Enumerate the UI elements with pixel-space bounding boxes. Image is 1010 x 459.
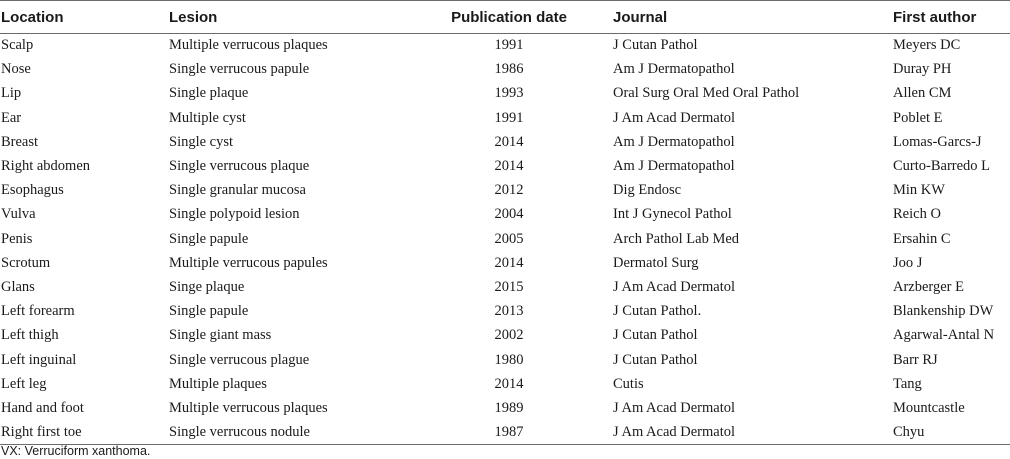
cell-publication-date: 2002 — [494, 327, 524, 344]
table-row — [0, 396, 1010, 420]
cell-publication-date: 2014 — [494, 133, 524, 150]
cell-location: Scalp — [1, 37, 34, 54]
cell-location: Vulva — [1, 206, 36, 223]
cell-lesion: Multiple verrucous plaques — [169, 37, 328, 54]
table-row — [0, 203, 1010, 227]
cell-location: Scrotum — [1, 254, 51, 271]
cell-journal: J Cutan Pathol — [613, 351, 698, 368]
cell-publication-date: 2014 — [494, 254, 524, 271]
cell-journal: Cutis — [613, 375, 644, 392]
cell-journal: J Am Acad Dermatol — [613, 399, 736, 416]
cell-location: Penis — [1, 230, 33, 247]
cell-journal: Am J Dermatopathol — [613, 133, 735, 150]
cell-location: Nose — [1, 61, 31, 78]
cell-lesion: Single giant mass — [169, 327, 272, 344]
table-row — [0, 324, 1010, 348]
cell-lesion: Single plaque — [169, 85, 249, 102]
cell-location: Hand and foot — [1, 399, 84, 416]
table-row — [0, 130, 1010, 154]
cell-location: Glans — [1, 278, 35, 295]
header-row — [0, 1, 1010, 34]
cell-location: Right first toe — [0, 421, 168, 445]
header-lesion: Lesion — [168, 1, 406, 34]
cell-first-author: Arzberger E — [893, 278, 964, 295]
cell-publication-date: 2012 — [494, 182, 524, 199]
cell-publication-date: 2005 — [494, 230, 524, 247]
cell-lesion: Single verrucous plaque — [169, 158, 310, 175]
cell-first-author: Allen CM — [893, 85, 952, 102]
cell-lesion: Singe plaque — [169, 278, 245, 295]
cell-lesion: Single cyst — [169, 133, 234, 150]
cell-first-author: Barr RJ — [893, 351, 938, 368]
cell-first-author: Curto-Barredo L — [893, 158, 991, 175]
cell-first-author: Blankenship DW — [893, 303, 994, 320]
cell-first-author: Duray PH — [893, 61, 952, 78]
cell-first-author: Reich O — [893, 206, 941, 223]
cell-first-author: Ersahin C — [893, 230, 951, 247]
table-header — [0, 1, 1010, 34]
cell-journal: Am J Dermatopathol — [613, 61, 735, 78]
cell-publication-date: 1993 — [494, 85, 524, 102]
table-row — [0, 227, 1010, 251]
cell-first-author: Chyu — [892, 421, 1010, 445]
table-row — [0, 421, 1010, 445]
cell-publication-date: 2004 — [494, 206, 524, 223]
cell-lesion: Single polypoid lesion — [169, 206, 300, 223]
table-row — [0, 154, 1010, 178]
table-row — [0, 275, 1010, 299]
cell-journal: J Am Acad Dermatol — [613, 278, 736, 295]
cell-journal: Arch Pathol Lab Med — [613, 230, 740, 247]
cell-lesion: Single papule — [169, 303, 249, 320]
cell-lesion: Multiple verrucous papules — [169, 254, 328, 271]
cell-first-author: Tang — [893, 375, 922, 392]
cell-lesion: Multiple cyst — [169, 109, 246, 126]
cell-publication-date: 1980 — [494, 351, 524, 368]
table-row — [0, 179, 1010, 203]
header-journal: Journal — [612, 1, 892, 34]
cell-lesion: Single verrucous nodule — [168, 421, 406, 445]
header-location: Location — [0, 1, 168, 34]
table-row — [0, 34, 1010, 58]
table-row — [0, 300, 1010, 324]
cell-location: Left leg — [1, 375, 47, 392]
cell-first-author: Lomas-Garcs-J — [893, 133, 982, 150]
cell-lesion: Multiple verrucous plaques — [169, 399, 328, 416]
table-row — [0, 106, 1010, 130]
table-footnote: VX: Verruciform xanthoma. — [1, 444, 151, 458]
cell-location: Ear — [1, 109, 22, 126]
cell-lesion: Single verrucous papule — [169, 61, 310, 78]
header-publication-date: Publication date — [406, 1, 612, 34]
table-row — [0, 348, 1010, 372]
cell-publication-date: 1991 — [494, 109, 524, 126]
cell-first-author: Meyers DC — [893, 37, 961, 54]
table-row — [0, 82, 1010, 106]
header-first-author: First author — [892, 1, 1010, 34]
table-body — [0, 34, 1010, 445]
cell-first-author: Joo J — [893, 254, 923, 271]
cell-lesion: Single papule — [169, 230, 249, 247]
cell-publication-date: 2014 — [494, 158, 524, 175]
cell-location: Left forearm — [1, 303, 75, 320]
cell-journal: Dig Endosc — [613, 182, 682, 199]
cell-location: Breast — [1, 133, 39, 150]
cell-location: Right abdomen — [1, 158, 91, 175]
cell-journal: J Cutan Pathol. — [613, 303, 702, 320]
cell-first-author: Poblet E — [893, 109, 943, 126]
table-row — [0, 58, 1010, 82]
cell-journal: J Cutan Pathol — [613, 37, 698, 54]
cell-lesion: Single granular mucosa — [169, 182, 306, 199]
cell-publication-date: 1986 — [494, 61, 524, 78]
cell-publication-date: 2014 — [494, 375, 524, 392]
cell-publication-date: 2015 — [494, 278, 524, 295]
cell-publication-date: 1991 — [494, 37, 524, 54]
cell-journal: J Cutan Pathol — [613, 327, 698, 344]
cell-journal: J Am Acad Dermatol — [613, 109, 736, 126]
cell-location: Lip — [1, 85, 22, 102]
cell-lesion: Single verrucous plague — [169, 351, 310, 368]
cell-first-author: Mountcastle — [893, 399, 965, 416]
cell-journal: Dermatol Surg — [613, 254, 699, 271]
cell-journal: Int J Gynecol Pathol — [613, 206, 732, 223]
cell-first-author: Agarwal-Antal N — [893, 327, 995, 344]
cell-publication-date: 2013 — [494, 303, 524, 320]
cell-location: Esophagus — [1, 182, 64, 199]
cell-first-author: Min KW — [893, 182, 945, 199]
cell-journal: J Am Acad Dermatol — [612, 421, 892, 445]
cell-location: Left inguinal — [1, 351, 77, 368]
table-row — [0, 372, 1010, 396]
cell-publication-date: 1989 — [494, 399, 524, 416]
cell-lesion: Multiple plaques — [169, 375, 267, 392]
cell-location: Left thigh — [1, 327, 59, 344]
table-row — [0, 251, 1010, 275]
cell-publication-date: 1987 — [406, 421, 612, 445]
cell-journal: Oral Surg Oral Med Oral Pathol — [613, 85, 800, 102]
cell-journal: Am J Dermatopathol — [613, 158, 735, 175]
